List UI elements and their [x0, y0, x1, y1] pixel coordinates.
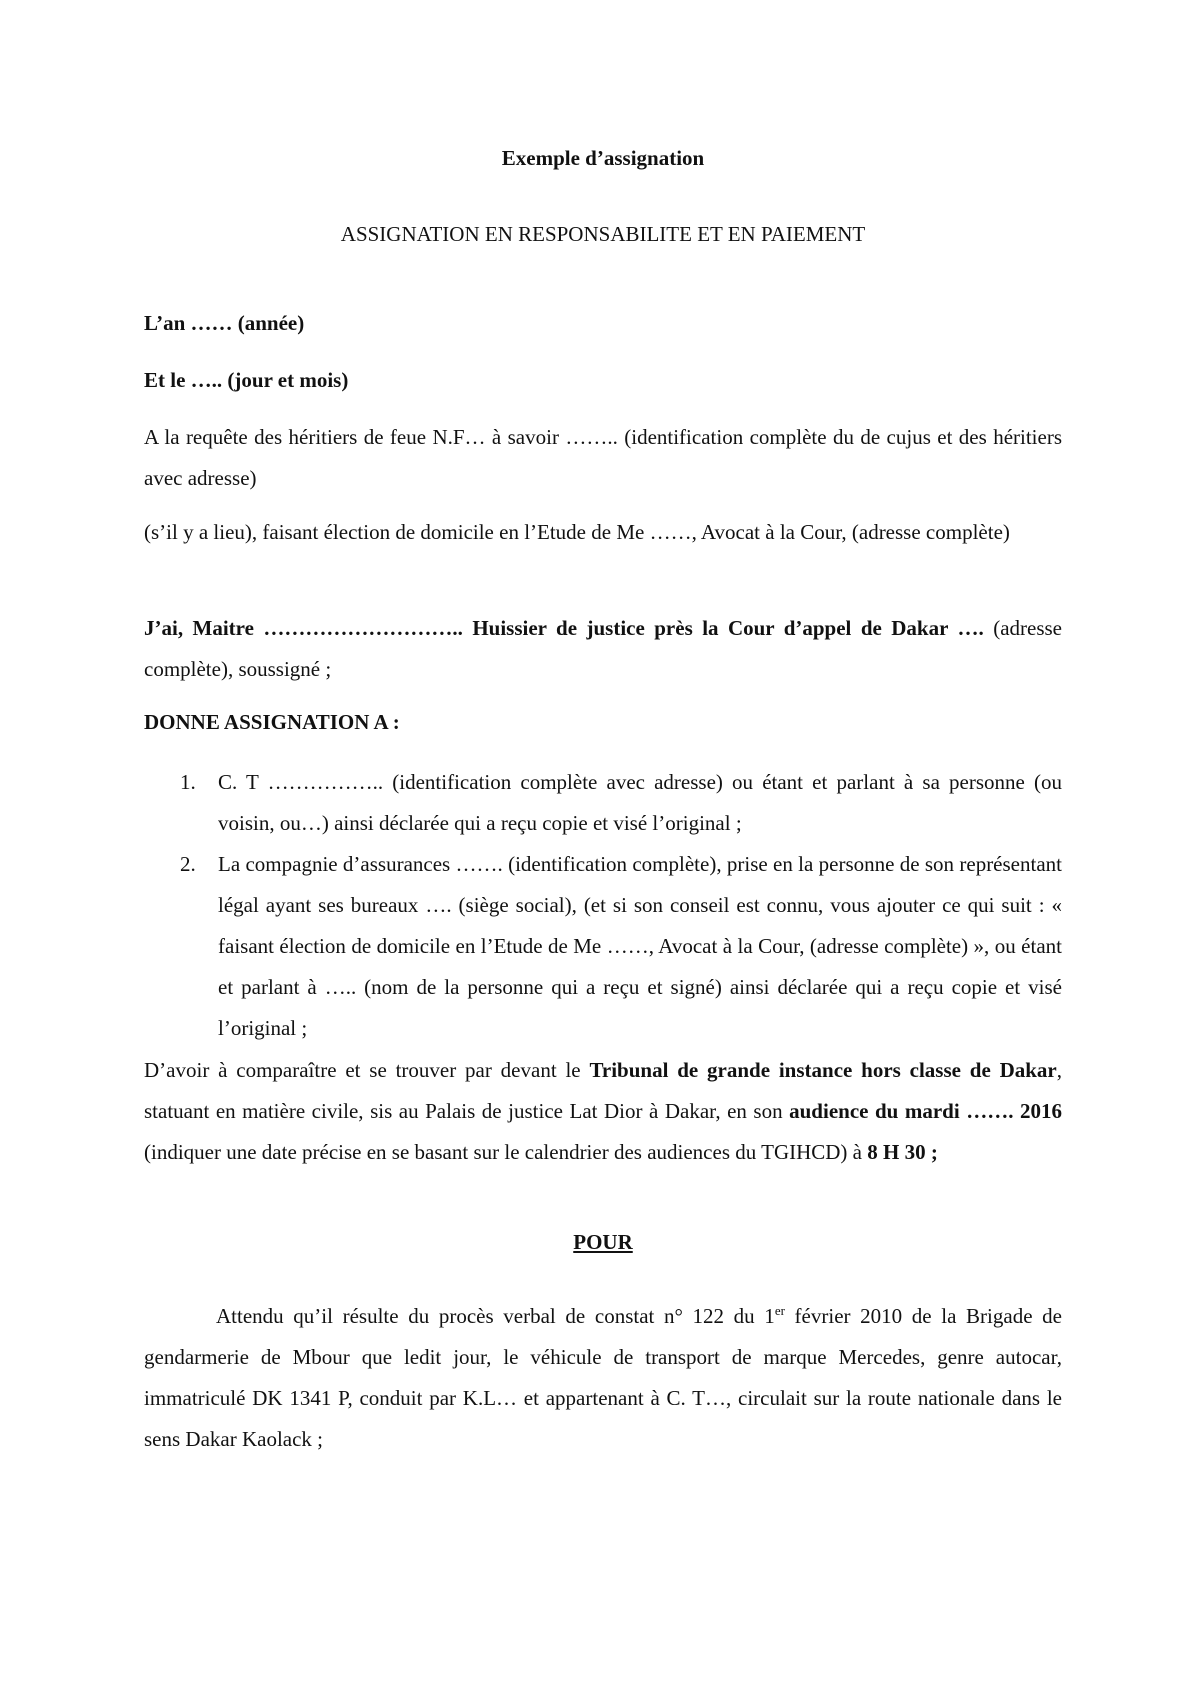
huissier-rest: (adresse complète), soussigné ;	[144, 616, 1062, 681]
huissier-paragraph	[144, 608, 1062, 690]
election-paragraph: (s’il y a lieu), faisant élection de domicile en l’Etude de Me ……, Avocat à la Cour, (adresse complète)	[144, 520, 1010, 544]
comparaitre-text-3: (indiquer une date précise en se basant sur le calendrier des audiences du TGIHCD) à	[144, 1140, 868, 1164]
pour-heading: POUR	[573, 1230, 633, 1254]
list-text: La compagnie d’assurances ……. (identification complète), prise en la personne de son représentant légal ayant ses bureaux …. (siège social), (et si son conseil est connu, vous ajouter ce qui suit : « faisant élection de domicile en l’Etude de Me ……, Avocat à la Cour, (adresse complète) », ou étant et parlant à ….. (nom de la personne qui a reçu et signé) ainsi déclarée qui a reçu copie et visé l’original ;	[218, 852, 1062, 1040]
year-line: L’an …… (année)	[144, 311, 305, 335]
document-subtitle: ASSIGNATION EN RESPONSABILITE ET EN PAIEMENT	[340, 222, 866, 246]
comparaitre-text-2: , statuant en matière civile, sis au Palais de justice Lat Dior à Dakar, en son	[144, 1058, 1062, 1123]
requete-paragraph: A la requête des héritiers de feue N.F… à savoir …….. (identification complète du de cujus et des héritiers avec adresse)	[144, 425, 1062, 490]
donne-assignation-heading: DONNE ASSIGNATION A :	[144, 710, 400, 734]
list-item	[144, 762, 1062, 844]
defendants-list	[144, 762, 1062, 1049]
day-line: Et le ….. (jour et mois)	[144, 368, 349, 392]
tribunal-name: Tribunal de grande instance hors classe de Dakar	[589, 1058, 1057, 1082]
ordinal-suffix: er	[774, 1303, 785, 1318]
audience-time: 8 H 30 ;	[867, 1140, 938, 1164]
huissier-bold: J’ai, Maitre ……………………….. Huissier de justice près la Cour d’appel de Dakar ….	[144, 616, 984, 640]
list-item	[144, 844, 1062, 1049]
list-number: 1.	[180, 770, 196, 794]
audience-date: audience du mardi ……. 2016	[789, 1099, 1062, 1123]
document-title: Exemple d’assignation	[501, 146, 705, 170]
attendu-text-1: Attendu qu’il résulte du procès verbal de constat n° 122 du 1	[216, 1304, 775, 1328]
attendu-text-2: février 2010 de la Brigade de gendarmerie de Mbour que ledit jour, le véhicule de transport de marque Mercedes, genre autocar, immatriculé DK 1341 P, conduit par K.L… et appartenant à C. T…, circulait sur la route nationale dans le sens Dakar Kaolack ;	[144, 1304, 1062, 1451]
list-number: 2.	[180, 852, 196, 876]
comparaitre-text-1: D’avoir à comparaître et se trouver par devant le	[144, 1058, 590, 1082]
attendu-paragraph	[144, 1296, 1062, 1460]
list-text: C. T …………….. (identification complète avec adresse) ou étant et parlant à sa personne (ou voisin, ou…) ainsi déclarée qui a reçu copie et visé l’original ;	[218, 770, 1062, 835]
comparaitre-paragraph	[144, 1050, 1062, 1173]
